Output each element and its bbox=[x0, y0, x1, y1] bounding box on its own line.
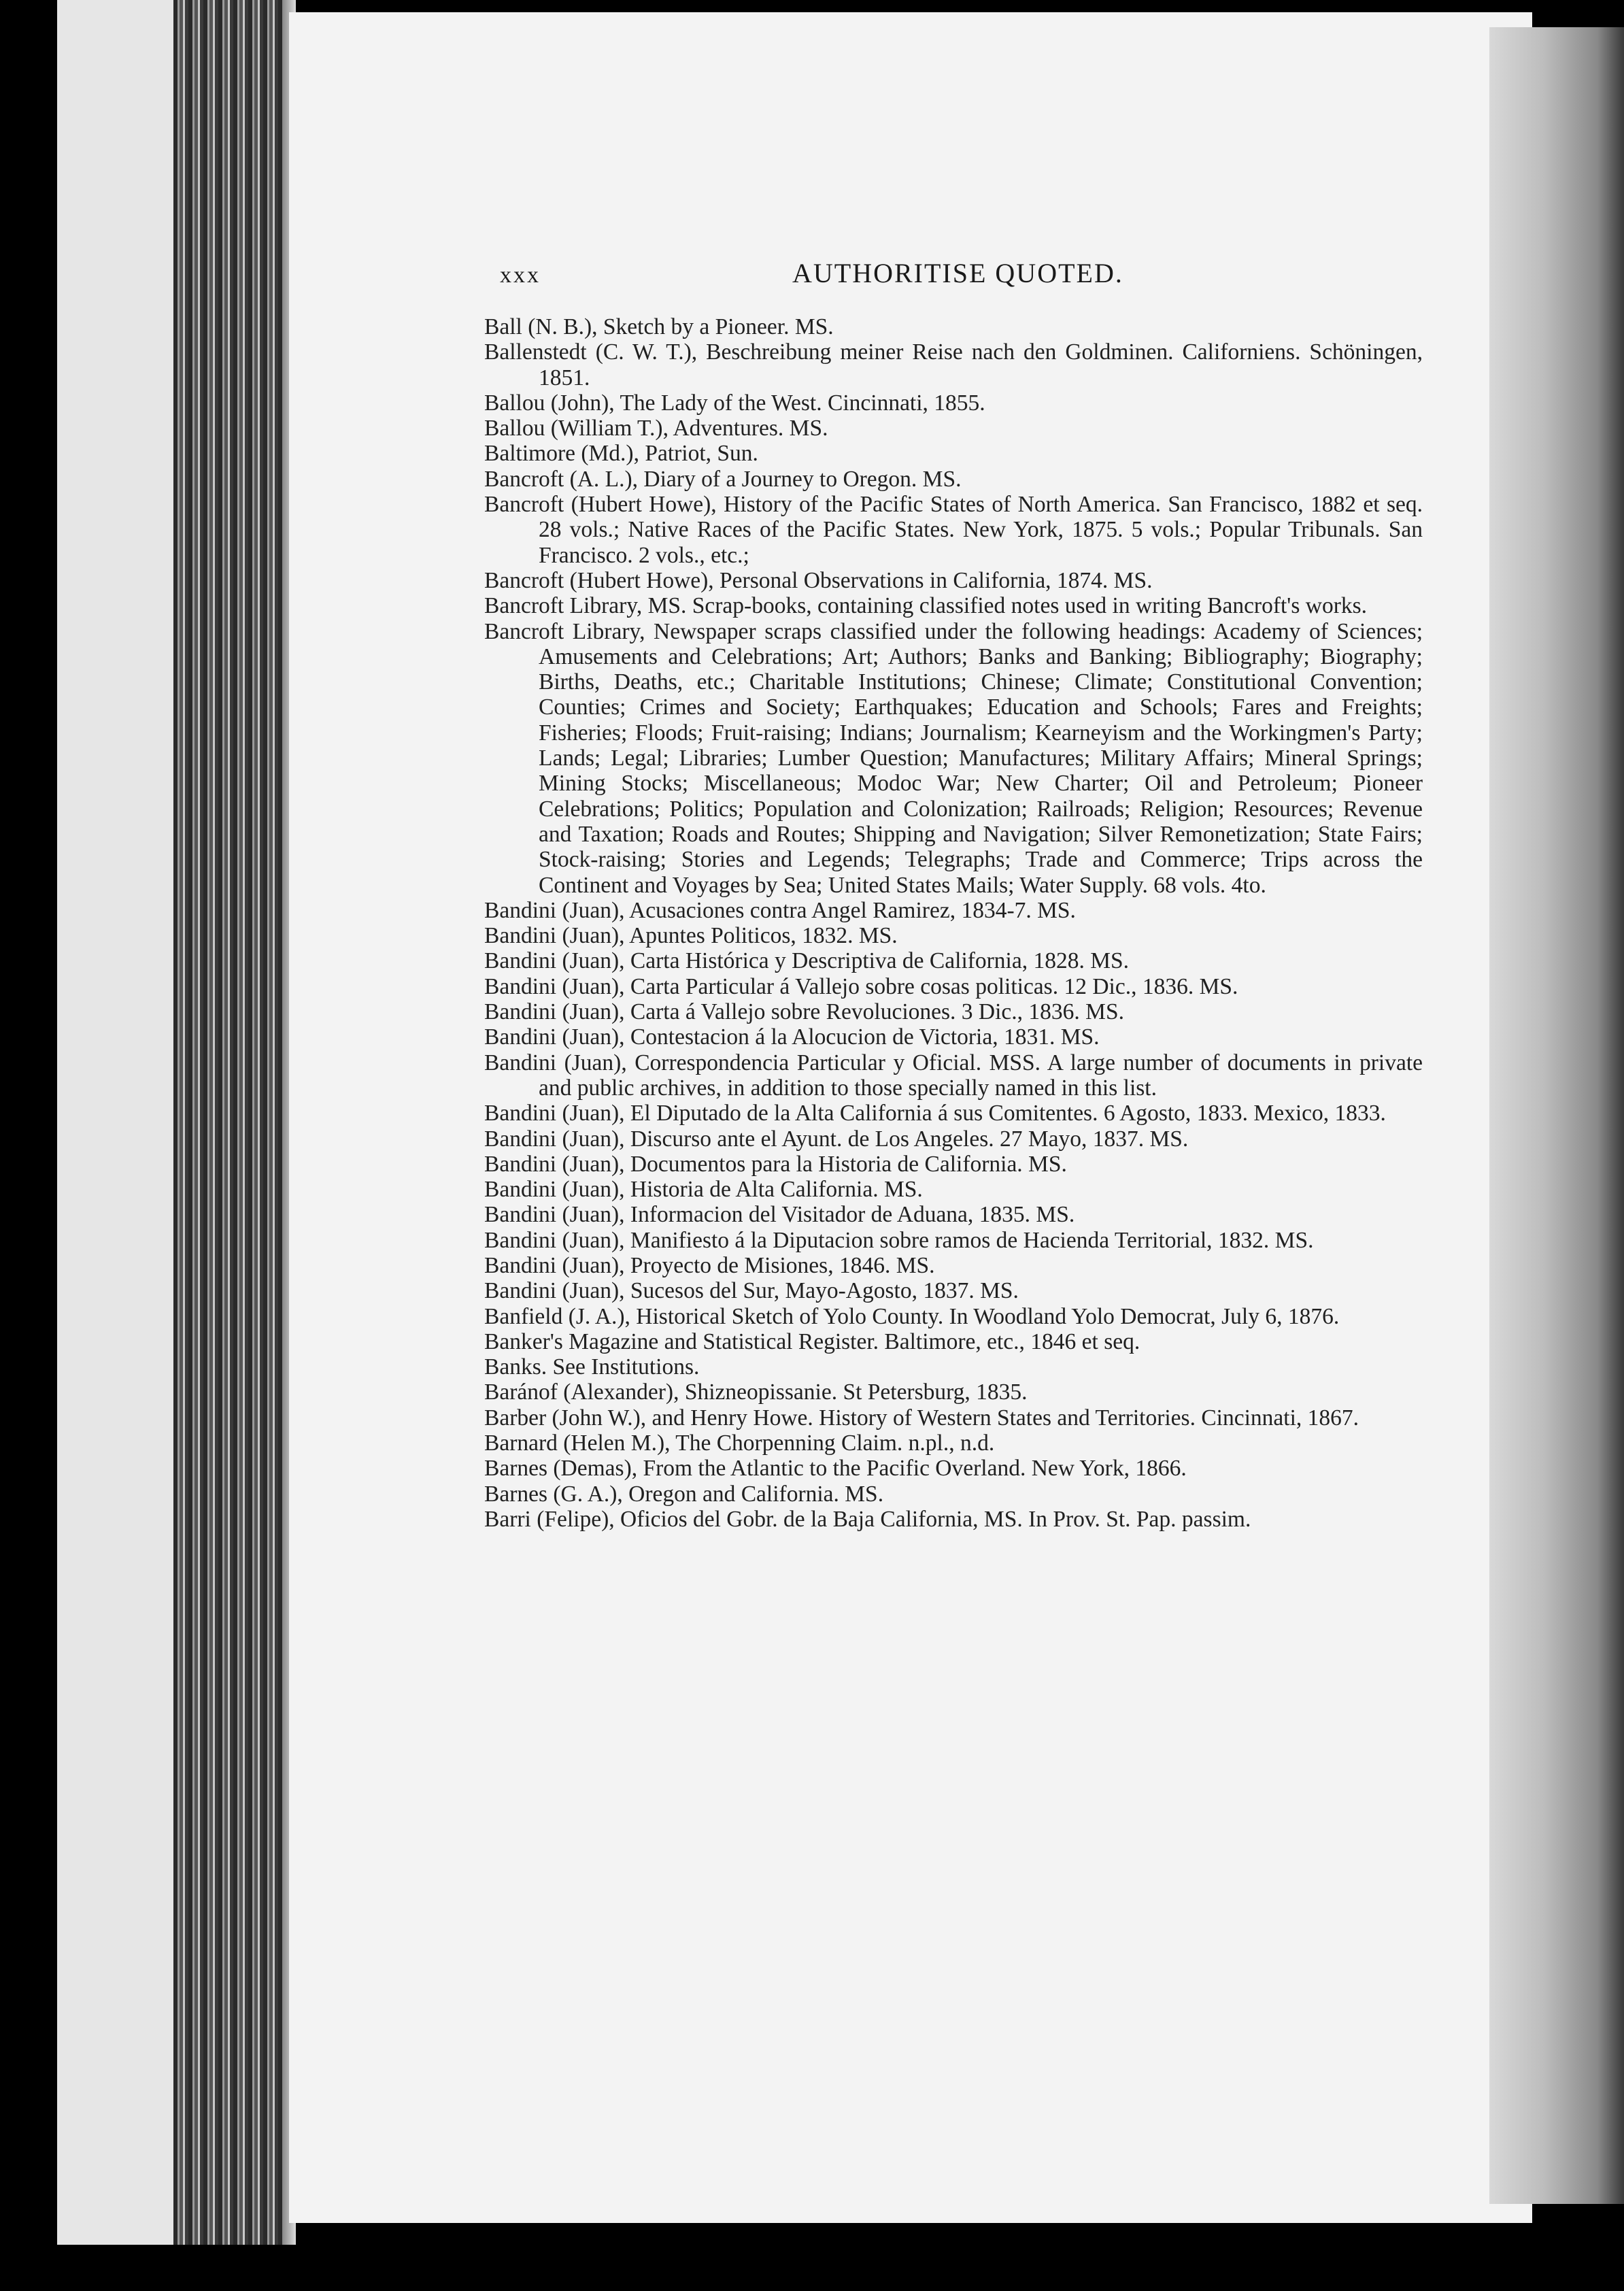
bibliography-entry: Bandini (Juan), Historia de Alta California. MS. bbox=[484, 1177, 923, 1203]
bibliography-entry: Bandini (Juan), Manifiesto á la Diputacion sobre ramos de Hacienda Territorial, 1832. MS. bbox=[484, 1227, 1314, 1253]
page-curl-shadow bbox=[1489, 27, 1624, 2204]
bibliography-entry: Barnes (Demas), From the Atlantic to the Pacific Overland. New York, 1866. bbox=[484, 1456, 1187, 1482]
bibliography-entry: Bancroft Library, Newspaper scraps classified under the following headings: Academy of Sciences; Amusements and Celebrations; Art; Authors; Banks and Banking; Bibliography; Biography; Births, Deaths, etc.; Charitable Institutions; Chinese; Climate; Constitutional Convention; Counties; Crimes and Society; Earthquakes; Education and Schools; Fares and Freights; Fisheries; Floods; Fruit-raising; Indians; Journalism; Kearneyism and the Workingmen's Party; Lands; Legal; Libraries; Lumber Question; Manufactures; Military Affairs; Mineral Springs; Mining Stocks; Miscellaneous; Modoc War; New Charter; Oil and Petroleum; Pioneer Celebrations; Politics; Population and Colonization; Railroads; Religion; Resources; Revenue and Taxation; Roads and Routes; Shipping and Navigation; Silver Remonetization; State Fairs; Stock-raising; Stories and Legends; Telegraphs; Trade and Commerce; Trips across the Continent and Voyages by Sea; United States Mails; Water Supply. 68 vols. 4to. bbox=[484, 618, 1423, 898]
bibliography-entry: Bandini (Juan), Proyecto de Misiones, 1846. MS. bbox=[484, 1252, 935, 1278]
bibliography-entry: Bandini (Juan), Carta á Vallejo sobre Revoluciones. 3 Dic., 1836. MS. bbox=[484, 999, 1124, 1025]
bibliography-entry: Ballenstedt (C. W. T.), Beschreibung meiner Reise nach den Goldminen. Californiens. Schöningen, 1851. bbox=[484, 339, 1423, 390]
bibliography-list bbox=[484, 314, 1423, 1532]
running-title: AUTHORITISE QUOTED. bbox=[792, 258, 1123, 288]
bibliography-entry: Barnard (Helen M.), The Chorpenning Claim. n.pl., n.d. bbox=[484, 1431, 995, 1456]
bibliography-entry: Barnes (G. A.), Oregon and California. MS. bbox=[484, 1481, 884, 1507]
bibliography-entry: Bandini (Juan), Carta Particular á Vallejo sobre cosas politicas. 12 Dic., 1836. MS. bbox=[484, 973, 1238, 999]
bibliography-entry: Bandini (Juan), Contestacion á la Alocucion de Victoria, 1831. MS. bbox=[484, 1024, 1100, 1050]
bibliography-entry: Bandini (Juan), Correspondencia Particular y Oficial. MSS. A large number of documents in private and public archives, in addition to those specially named in this list. bbox=[484, 1050, 1423, 1101]
bibliography-entry: Bandini (Juan), El Diputado de la Alta California á sus Comitentes. 6 Agosto, 1833. Mexico, 1833. bbox=[484, 1101, 1386, 1126]
bibliography-entry: Bandini (Juan), Acusaciones contra Angel Ramirez, 1834-7. MS. bbox=[484, 897, 1076, 923]
book-page-edges bbox=[173, 0, 296, 2245]
bibliography-entry: Bancroft (Hubert Howe), History of the Pacific States of North America. San Francisco, 1882 et seq. 28 vols.; Native Races of the Pacific States. New York, 1875. 5 vols.; Popular Tribunals. San Francisco. 2 vols., etc.; bbox=[484, 492, 1423, 568]
bibliography-entry: Bancroft Library, MS. Scrap-books, containing classified notes used in writing Bancroft's works. bbox=[484, 593, 1368, 619]
bibliography-entry: Bancroft (A. L.), Diary of a Journey to Oregon. MS. bbox=[484, 466, 962, 492]
bibliography-entry: Bandini (Juan), Carta Histórica y Descriptiva de California, 1828. MS. bbox=[484, 948, 1130, 974]
bibliography-entry: Bandini (Juan), Sucesos del Sur, Mayo-Agosto, 1837. MS. bbox=[484, 1278, 1019, 1304]
bibliography-entry: Baránof (Alexander), Shizneopissanie. St Petersburg, 1835. bbox=[484, 1379, 1028, 1405]
bibliography-entry: Bandini (Juan), Informacion del Visitador de Aduana, 1835. MS. bbox=[484, 1202, 1075, 1228]
bibliography-entry: Bandini (Juan), Apuntes Politicos, 1832. MS. bbox=[484, 923, 898, 949]
bibliography-entry: Ball (N. B.), Sketch by a Pioneer. MS. bbox=[484, 314, 834, 339]
page-folio: xxx bbox=[500, 263, 541, 288]
bibliography-entry: Ballou (William T.), Adventures. MS. bbox=[484, 416, 828, 441]
bibliography-entry: Baltimore (Md.), Patriot, Sun. bbox=[484, 441, 758, 467]
bibliography-entry: Ballou (John), The Lady of the West. Cincinnati, 1855. bbox=[484, 390, 985, 416]
bibliography-entry: Banker's Magazine and Statistical Register. Baltimore, etc., 1846 et seq. bbox=[484, 1328, 1140, 1354]
bibliography-entry: Bandini (Juan), Documentos para la Historia de California. MS. bbox=[484, 1151, 1067, 1177]
bibliography-entry: Banfield (J. A.), Historical Sketch of Yolo County. In Woodland Yolo Democrat, July 6, 1876. bbox=[484, 1303, 1340, 1329]
bibliography-entry: Banks. See Institutions. bbox=[484, 1354, 700, 1380]
bibliography-entry: Barber (John W.), and Henry Howe. History of Western States and Territories. Cincinnati, 1867. bbox=[484, 1405, 1359, 1431]
bibliography-entry: Barri (Felipe), Oficios del Gobr. de la Baja California, MS. In Prov. St. Pap. passim. bbox=[484, 1506, 1251, 1532]
page-header bbox=[500, 257, 1384, 298]
scan-background bbox=[57, 0, 180, 2245]
bibliography-entry: Bancroft (Hubert Howe), Personal Observations in California, 1874. MS. bbox=[484, 567, 1153, 593]
bibliography-entry: Bandini (Juan), Discurso ante el Ayunt. de Los Angeles. 27 Mayo, 1837. MS. bbox=[484, 1126, 1189, 1152]
